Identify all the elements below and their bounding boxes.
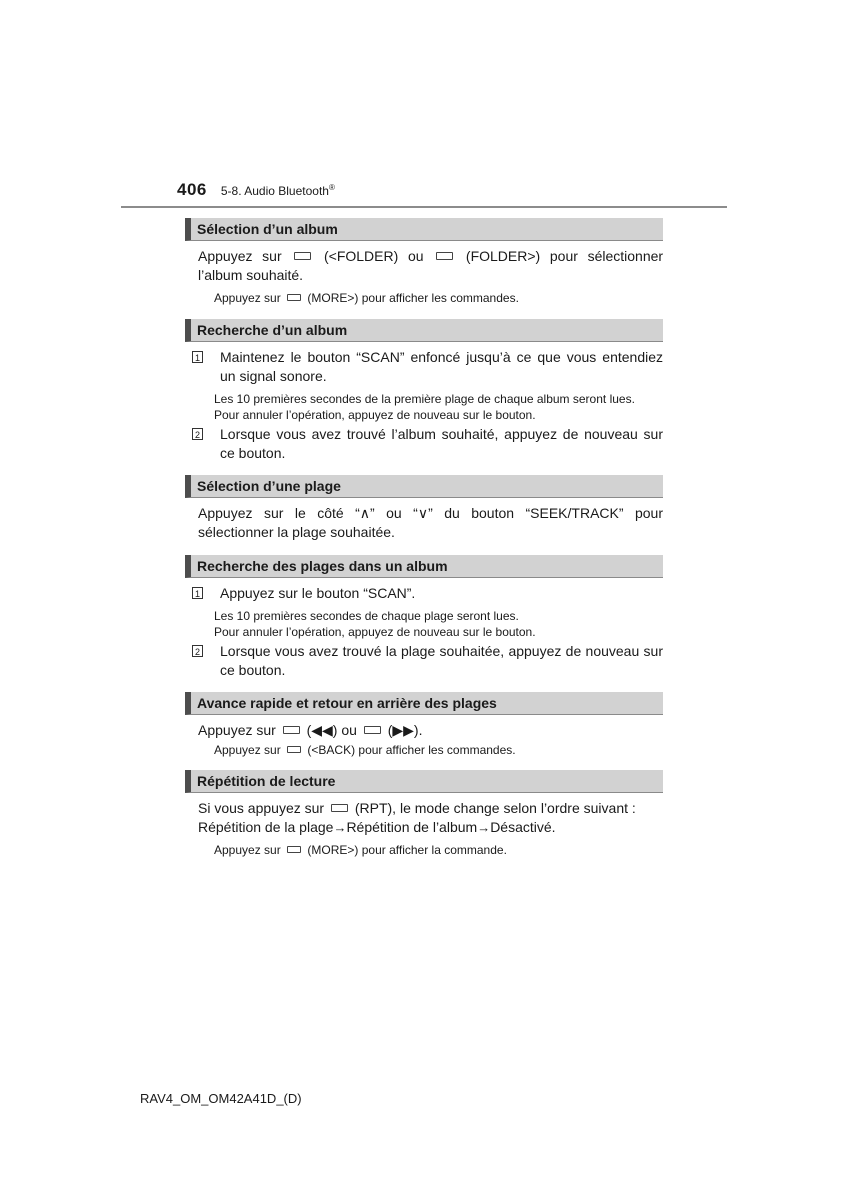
step-text: Appuyez sur le bouton “SCAN”. — [220, 585, 416, 601]
text: (MORE>) pour afficher la commande. — [307, 843, 507, 857]
registered-mark: ® — [328, 183, 335, 192]
album-select-note — [185, 290, 663, 306]
text: (◀◀) ou — [306, 722, 357, 738]
text: (RPT), le mode change selon l’ordre suivant : — [354, 800, 636, 816]
text: Répétition de la plage — [198, 819, 334, 835]
fast-forward-note — [185, 742, 663, 758]
button-icon — [364, 726, 381, 734]
section-heading-track-search: Recherche des plages dans un album — [185, 555, 663, 578]
note-line: Les 10 premières secondes de chaque plage seront lues. — [214, 609, 519, 623]
step-1 — [185, 584, 663, 603]
note-line: Les 10 premières secondes de la première plage de chaque album seront lues. — [214, 392, 635, 406]
text: Si vous appuyez sur — [198, 800, 325, 816]
text: (MORE>) pour afficher les commandes. — [307, 291, 519, 305]
button-icon — [287, 846, 301, 853]
page-header — [177, 180, 335, 200]
step-number: 2 — [192, 645, 203, 657]
button-icon — [436, 252, 453, 260]
section-heading-track-select: Sélection d’une plage — [185, 475, 663, 498]
note-line: Pour annuler l’opération, appuyez de nouveau sur le bouton. — [214, 625, 536, 639]
note-line: Pour annuler l’opération, appuyez de nouveau sur le bouton. — [214, 408, 536, 422]
button-icon — [287, 746, 301, 753]
footer-code: RAV4_OM_OM42A41D_(D) — [140, 1091, 302, 1106]
section-heading-album-select: Sélection d’un album — [185, 218, 663, 241]
track-select-text: Appuyez sur le côté “∧” ou “∨” du bouton “SEEK/TRACK” pour sélectionner la plage souhaitée. — [198, 505, 663, 540]
step-1-note — [185, 391, 663, 423]
arrow-right-icon: → — [477, 820, 491, 835]
chapter-text: 5-8. Audio Bluetooth — [220, 184, 329, 198]
step-number: 1 — [192, 587, 203, 599]
fast-forward-text — [185, 721, 663, 740]
step-1 — [185, 348, 663, 386]
step-number: 1 — [192, 351, 203, 363]
text: Appuyez sur — [214, 843, 281, 857]
text: Appuyez sur — [214, 291, 281, 305]
header-rule — [121, 206, 727, 208]
arrow-right-icon: → — [333, 820, 347, 835]
page-content — [185, 218, 663, 858]
page-number: 406 — [177, 180, 207, 199]
repeat-text — [185, 799, 663, 818]
section-heading-repeat: Répétition de lecture — [185, 770, 663, 793]
step-text: Maintenez le bouton “SCAN” enfoncé jusqu’à ce que vous entendiez un signal sonore. — [220, 349, 663, 384]
button-icon — [283, 726, 300, 734]
repeat-note — [185, 842, 663, 858]
step-text: Lorsque vous avez trouvé la plage souhaitée, appuyez de nouveau sur ce bouton. — [220, 643, 663, 678]
step-text: Lorsque vous avez trouvé l’album souhaité, appuyez de nouveau sur ce bouton. — [220, 426, 663, 461]
step-number: 2 — [192, 428, 203, 440]
text: Répétition de l’album — [346, 819, 478, 835]
text: Appuyez sur — [198, 248, 282, 264]
chapter-title — [221, 183, 335, 198]
text: (FOLDER>) pour sélectionner l’album souhaité. — [198, 248, 664, 283]
button-icon — [294, 252, 311, 260]
button-icon — [287, 294, 301, 301]
text: (<BACK) pour afficher les commandes. — [307, 743, 516, 757]
step-2 — [185, 425, 663, 463]
album-select-text — [185, 247, 663, 285]
section-heading-fast-forward: Avance rapide et retour en arrière des plages — [185, 692, 663, 715]
step-1-note — [185, 608, 663, 640]
text: Appuyez sur — [198, 722, 276, 738]
text: Appuyez sur — [214, 743, 281, 757]
button-icon — [331, 804, 348, 812]
repeat-sequence — [185, 818, 663, 837]
text: Désactivé. — [490, 819, 556, 835]
section-heading-album-search: Recherche d’un album — [185, 319, 663, 342]
text: (<FOLDER) ou — [323, 248, 424, 264]
step-2 — [185, 642, 663, 680]
text: (▶▶). — [387, 722, 423, 738]
